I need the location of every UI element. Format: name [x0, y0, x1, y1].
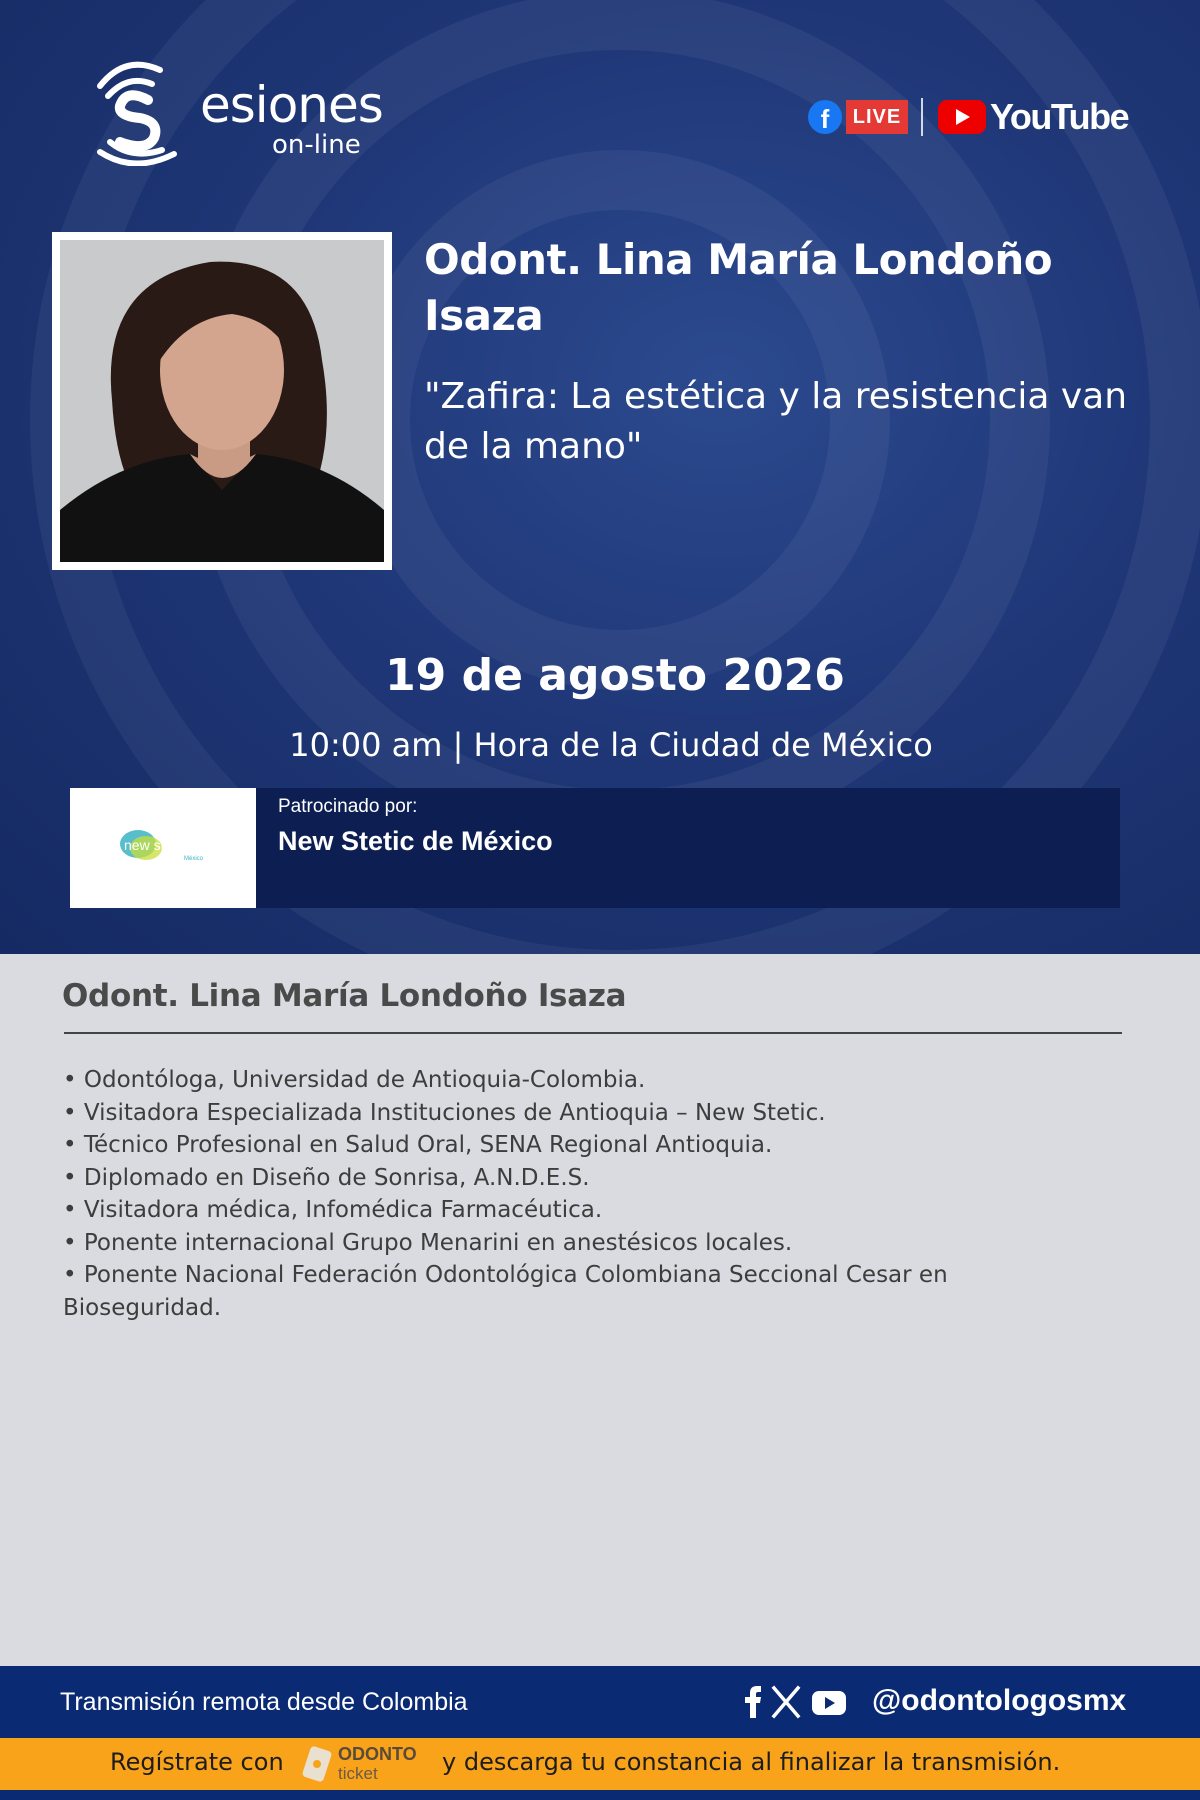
x-twitter-icon[interactable] — [774, 1688, 798, 1716]
social-icons — [736, 1684, 856, 1720]
platform-badges — [808, 96, 1129, 137]
social-handle[interactable]: @odontologosmx — [872, 1684, 1127, 1717]
bio-item: • Visitadora Especializada Instituciones de Antioquia – New Stetic. — [63, 1099, 826, 1126]
logo-wordmark: esiones — [200, 76, 383, 134]
bio-item: • Ponente Nacional Federación Odontológica Colombiana Seccional Cesar en Bioseguridad. — [63, 1262, 948, 1321]
register-text-post: y descarga tu constancia al finalizar la transmisión. — [442, 1748, 1061, 1776]
sesiones-online-logo — [90, 56, 383, 166]
broadcast-s-icon — [90, 56, 200, 166]
logo-subtitle: on-line — [272, 130, 361, 160]
youtube-icon[interactable] — [938, 100, 986, 134]
sponsor-logo-sub: México — [184, 856, 204, 862]
bio-divider — [64, 1032, 1122, 1034]
platform-divider — [921, 98, 923, 136]
footer-bottom-strip — [0, 1790, 1200, 1800]
youtube-icon[interactable] — [812, 1691, 846, 1715]
bio-list — [63, 1064, 1063, 1324]
register-text-pre: Regístrate con — [110, 1748, 284, 1776]
bio-item: • Técnico Profesional en Salud Oral, SENA Regional Antioquia. — [63, 1132, 773, 1158]
bio-item: • Diplomado en Diseño de Sonrisa, A.N.D.E.S. — [63, 1164, 590, 1191]
youtube-wordmark: YouTube — [990, 96, 1129, 137]
sponsor-caption: Patrocinado por: — [278, 796, 418, 817]
sponsor-logo-box[interactable] — [70, 788, 256, 908]
register-bar — [0, 1738, 1200, 1790]
odonto-ticket-top: ODONTO — [338, 1744, 417, 1764]
sponsor-name: New Stetic de México — [278, 826, 553, 856]
facebook-icon[interactable]: f — [808, 100, 842, 134]
event-date: 19 de agosto 2026 — [385, 650, 845, 701]
talk-title: "Zafira: La estética y la resistencia van de la mano" — [424, 376, 1128, 467]
speaker-photo — [60, 240, 384, 562]
broadcast-origin-text: Transmisión remota desde Colombia — [60, 1688, 468, 1716]
facebook-icon[interactable] — [745, 1686, 761, 1718]
speaker-photo-frame — [52, 232, 392, 570]
bio-item: • Odontóloga, Universidad de Antioquia-Colombia. — [63, 1067, 646, 1093]
sponsor-logo-text: new stetic — [124, 837, 187, 853]
speaker-name: Odont. Lina María Londoño Isaza — [424, 235, 1053, 340]
sponsor-bar — [70, 788, 1120, 908]
odonto-ticket-bottom: ticket — [338, 1764, 378, 1783]
ticket-icon — [300, 1742, 334, 1786]
footer-social-bar — [0, 1666, 1200, 1738]
bio-item: • Visitadora médica, Infomédica Farmacéutica. — [63, 1197, 603, 1223]
live-badge: LIVE — [846, 100, 908, 134]
new-stetic-logo — [116, 822, 216, 872]
bio-title: Odont. Lina María Londoño Isaza — [62, 978, 627, 1014]
event-time: 10:00 am | Hora de la Ciudad de México — [289, 726, 933, 764]
odonto-ticket-logo[interactable] — [300, 1742, 430, 1786]
bio-item: • Ponente internacional Grupo Menarini en anestésicos locales. — [63, 1229, 793, 1256]
